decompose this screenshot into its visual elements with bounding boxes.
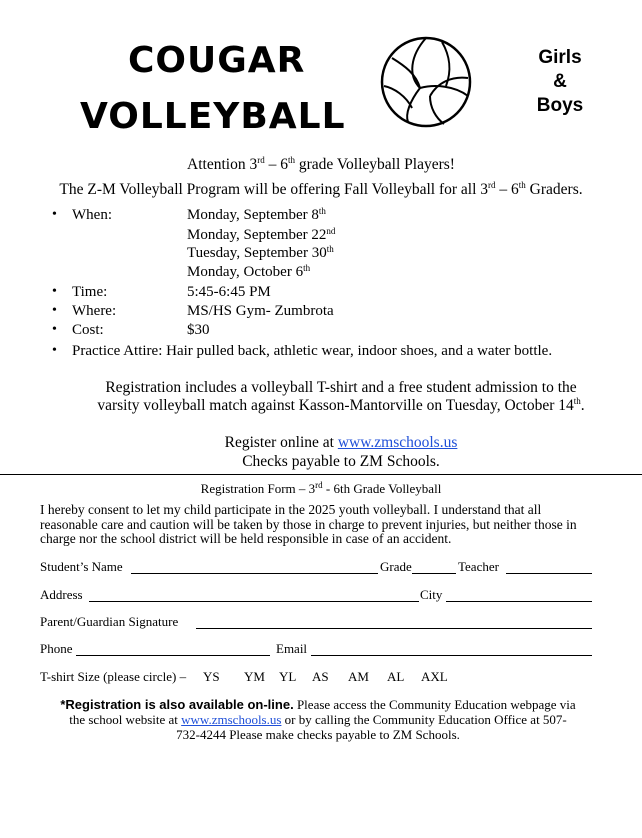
consent-line-2: reasonable care and caution will be taken by those in charge to prevent injuries, but neither those in: [40, 516, 577, 532]
teacher-label: Teacher: [458, 559, 499, 574]
cost-label: Cost:: [72, 322, 104, 338]
footer-line-2: the school website at www.zmschools.us or by calling the Community Education Office at 507-: [69, 712, 567, 727]
attire-label: Practice Attire:: [72, 343, 163, 359]
date-3: Tuesday, September 30th: [187, 244, 334, 261]
where-label: Where:: [72, 303, 117, 319]
tshirt-label: T-shirt Size (please circle) –: [40, 669, 187, 684]
cost-value: $30: [187, 322, 210, 338]
size-al[interactable]: AL: [387, 669, 405, 684]
checks-line: Checks payable to ZM Schools.: [242, 453, 440, 470]
teacher-field[interactable]: [506, 573, 592, 574]
section-divider: [0, 474, 642, 475]
footer-line-3: 732-4244 Please make checks payable to ZM Schools.: [176, 727, 460, 742]
phone-field[interactable]: [76, 655, 270, 656]
consent-line-1: I hereby consent to let my child participate in the 2025 youth volleyball. I understand that all: [40, 502, 542, 517]
city-field[interactable]: [446, 601, 592, 602]
address-field[interactable]: [89, 601, 419, 602]
grade-label: Grade: [380, 559, 412, 574]
city-label: City: [420, 587, 443, 602]
parent-signature-field[interactable]: [196, 628, 592, 629]
size-axl[interactable]: AXL: [421, 669, 448, 684]
register-link[interactable]: www.zmschools.us: [337, 434, 458, 451]
size-am[interactable]: AM: [348, 669, 369, 684]
program-line: The Z-M Volleyball Program will be offering Fall Volleyball for all 3rd – 6th Graders.: [59, 180, 583, 198]
registration-info-1: Registration includes a volleyball T-shirt and a free student admission to the: [105, 379, 577, 396]
consent-line-3: charge nor the school district will be held responsible in case of an accident.: [40, 531, 452, 546]
attire-value: Hair pulled back, athletic wear, indoor shoes, and a water bottle.: [166, 343, 553, 359]
size-as[interactable]: AS: [312, 669, 329, 684]
registration-info-2: varsity volleyball match against Kasson-Mantorville on Tuesday, October 14th.: [97, 396, 585, 414]
student-name-label: Student’s Name: [40, 559, 123, 574]
footer-link[interactable]: www.zmschools.us: [181, 712, 282, 727]
where-value: MS/HS Gym- Zumbrota: [187, 303, 334, 319]
footer-note: [0, 697, 636, 742]
bullet-where: •: [52, 303, 57, 318]
date-4: Monday, October 6th: [187, 263, 311, 280]
bullet-cost: •: [52, 322, 57, 337]
bullet-attire: •: [52, 343, 57, 358]
grade-field[interactable]: [412, 573, 456, 574]
form-heading: Registration Form – 3rd - 6th Grade Volleyball: [200, 480, 442, 496]
bullet-when: •: [52, 207, 57, 222]
volleyball-icon: [380, 36, 472, 128]
phone-label: Phone: [40, 641, 73, 656]
time-label: Time:: [72, 284, 108, 300]
email-label: Email: [276, 641, 308, 656]
register-online-line: Register online at www.zmschools.us: [224, 434, 458, 451]
consent-text: [40, 503, 610, 547]
date-1: Monday, September 8th: [187, 206, 326, 223]
title-line-1: COUGAR: [128, 40, 306, 81]
attire-line: [72, 343, 552, 360]
address-label: Address: [40, 587, 83, 602]
parent-signature-label: Parent/Guardian Signature: [40, 614, 179, 629]
date-2: Monday, September 22nd: [187, 226, 336, 243]
footer-line-1: *Registration is also available on-line. Please access the Community Education webpage via: [60, 697, 576, 712]
bullet-time: •: [52, 284, 57, 299]
size-ym[interactable]: YM: [244, 669, 265, 684]
when-label: When:: [72, 207, 112, 223]
title-line-2: VOLLEYBALL: [80, 96, 346, 137]
footer-bold-text: *Registration is also available on-line.: [60, 697, 294, 712]
side-line-2: &: [553, 71, 567, 92]
attention-line: Attention 3rd – 6th grade Volleyball Players!: [187, 155, 455, 173]
side-line-3: Boys: [536, 95, 584, 116]
size-ys[interactable]: YS: [203, 669, 220, 684]
email-field[interactable]: [311, 655, 592, 656]
student-name-field[interactable]: [131, 573, 378, 574]
side-line-1: Girls: [538, 47, 582, 68]
time-value: 5:45-6:45 PM: [187, 284, 271, 300]
size-yl[interactable]: YL: [279, 669, 297, 684]
